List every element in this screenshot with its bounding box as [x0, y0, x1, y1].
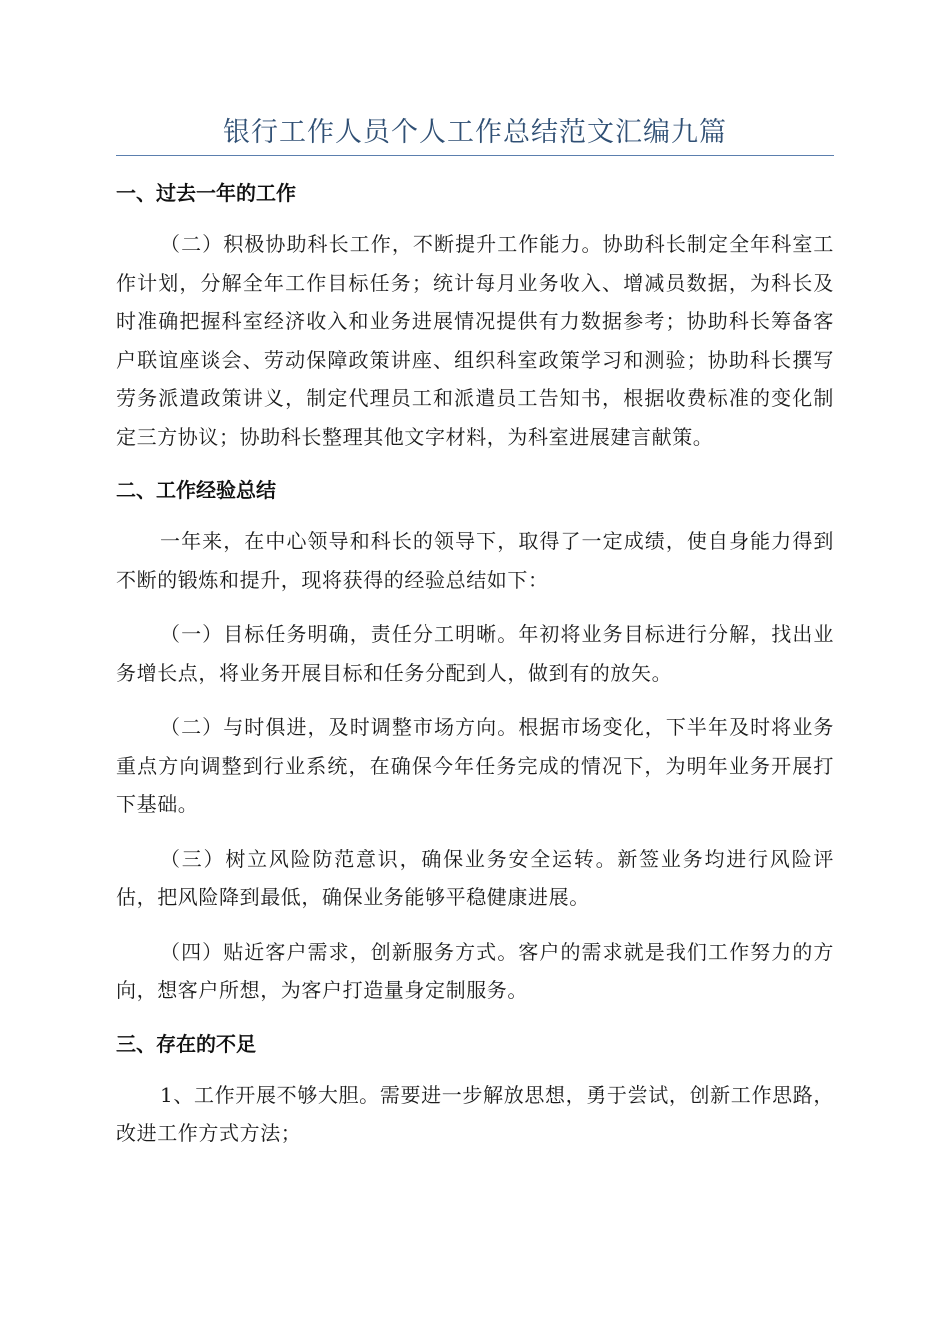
section-heading: 一、过去一年的工作 [116, 181, 296, 205]
paragraph: （三）树立风险防范意识，确保业务安全运转。新签业务均进行风险评估，把风险降到最低，确保业务能够平稳健康进展。 [116, 846, 834, 909]
paragraph: （二）与时俱进，及时调整市场方向。根据市场变化，下半年及时将业务重点方向调整到行业系统，在确保今年任务完成的情况下，为明年业务开展打下基础。 [116, 715, 834, 816]
paragraph: （一）目标任务明确，责任分工明晰。年初将业务目标进行分解，找出业务增长点，将业务开展目标和任务分配到人，做到有的放矢。 [116, 622, 834, 685]
document-body [116, 175, 834, 1169]
section-heading: 三、存在的不足 [116, 1031, 256, 1056]
document-title: 银行工作人员个人工作总结范文汇编九篇 [223, 117, 727, 148]
paragraph: 1、工作开展不够大胆。需要进一步解放思想，勇于尝试，创新工作思路，改进工作方式方法； [116, 1082, 834, 1145]
paragraph: （二）积极协助科长工作，不断提升工作能力。协助科长制定全年科室工作计划，分解全年工作目标任务；统计每月业务收入、增减员数据，为科长及时准确把握科室经济收入和业务进展情况提供有力数据参考；协助科长筹备客户联谊座谈会、劳动保障政策讲座、组织科室政策学习和测验；协助科长撰写劳务派遣政策讲义，制定代理员工和派遣员工告知书，根据收费标准的变化制定三方协议；协助科长整理其他文字材料，为科室进展建言献策。 [116, 232, 834, 449]
section-heading: 二、工作经验总结 [116, 478, 276, 502]
paragraph: 一年来，在中心领导和科长的领导下，取得了一定成绩，使自身能力得到不断的锻炼和提升，现将获得的经验总结如下： [116, 529, 834, 592]
title-underline [116, 155, 834, 156]
paragraph: （四）贴近客户需求，创新服务方式。客户的需求就是我们工作努力的方向，想客户所想，为客户打造量身定制服务。 [116, 939, 834, 1002]
